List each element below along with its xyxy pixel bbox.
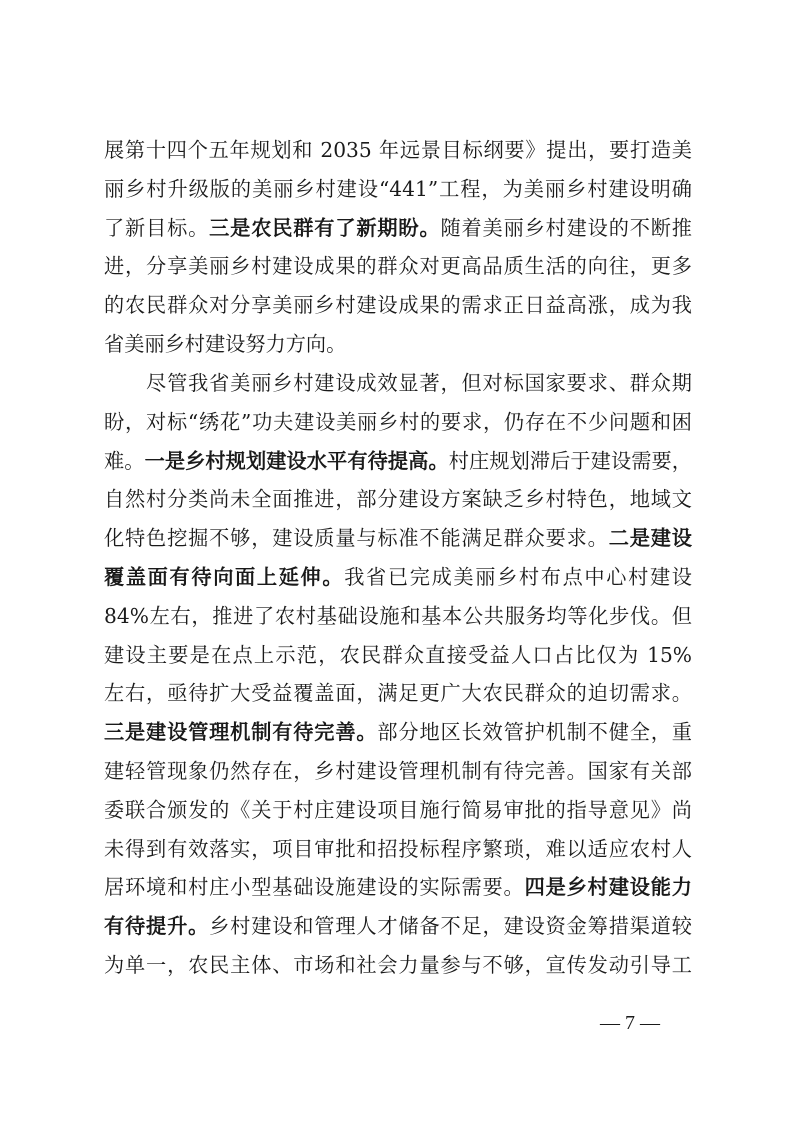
text-line: [104, 209, 692, 248]
page-number: — 7 —: [600, 1012, 660, 1034]
text-line: [104, 791, 692, 830]
text-line: [104, 558, 692, 597]
body-text: 左右，亟待扩大受益覆盖面，满足更广大农民群众的迫切需求。: [104, 681, 692, 706]
text-line: [104, 946, 692, 985]
text-line: [104, 247, 692, 286]
bold-heading-text: 三是农民群有了新期盼。: [209, 215, 441, 240]
body-text: 建轻管现象仍然存在，乡村建设管理机制有待完善。国家有关部: [104, 758, 692, 783]
body-text: 进，分享美丽乡村建设成果的群众对更高品质生活的向往，更多: [104, 254, 692, 279]
text-line: [104, 442, 692, 481]
text-line: [104, 597, 692, 636]
body-text: 了新目标。: [104, 215, 210, 240]
body-text: 委联合颁发的《关于村庄建设项目施行简易审批的指导意见》尚: [104, 797, 692, 822]
body-text: 部分地区长效管护机制不健全，重: [377, 720, 692, 745]
text-line: [104, 868, 692, 907]
text-line: [104, 286, 692, 325]
body-text: 村庄规划滞后于建设需要，: [448, 448, 692, 473]
text-line: [104, 674, 692, 713]
text-line: [104, 636, 692, 675]
text-line: [104, 713, 692, 752]
paragraph-1: [104, 131, 692, 364]
body-text: 随着美丽乡村建设的不断推: [440, 215, 692, 240]
bold-heading-text: 三是建设管理机制有待完善。: [104, 720, 378, 745]
text-line: [104, 131, 692, 170]
text-line: [104, 519, 692, 558]
body-text: 展第十四个五年规划和 2035 年远景目标纲要》提出，要打造美: [104, 138, 692, 162]
text-line: [104, 830, 692, 869]
body-text: 建设主要是在点上示范，农民群众直接受益人口占比仅为 15%: [104, 642, 692, 667]
body-text: 省美丽乡村建设努力方向。: [104, 331, 347, 356]
text-line: [104, 170, 692, 209]
text-line: [104, 752, 692, 791]
body-text: 居环境和村庄小型基础设施建设的实际需要。: [104, 875, 525, 900]
text-line: [104, 364, 692, 403]
body-text: 的农民群众对分享美丽乡村建设成果的需求正日益高涨，成为我: [104, 293, 692, 318]
body-text: 为单一，农民主体、市场和社会力量参与不够，宣传发动引导工: [104, 952, 692, 977]
body-text: 未得到有效落实，项目审批和招投标程序繁琐，难以适应农村人: [104, 836, 692, 861]
body-text: 乡村建设和管理人才储备不足，建设资金筹措渠道较: [209, 914, 692, 939]
text-line: [104, 325, 692, 364]
bold-heading-text: 覆盖面有待向面上延伸。: [104, 564, 345, 589]
bold-heading-text: 二是建设: [608, 526, 692, 551]
body-text: 自然村分类尚未全面推进，部分建设方案缺乏乡村特色，地域文: [104, 487, 692, 512]
body-text: 丽乡村升级版的美丽乡村建设“441”工程，为美丽乡村建设明确: [104, 176, 692, 201]
body-text: 化特色挖掘不够，建设质量与标准不能满足群众要求。: [104, 526, 609, 551]
body-text: 盼，对标“绣花”功夫建设美丽乡村的要求，仍存在不少问题和困: [104, 409, 692, 434]
paragraph-2: [104, 364, 692, 985]
body-text: 难。: [104, 448, 145, 473]
body-text: 尽管我省美丽乡村建设成效显著，但对标国家要求、群众期: [104, 371, 692, 395]
text-line: [104, 907, 692, 946]
body-text: 84%左右，推进了农村基础设施和基本公共服务均等化步伐。但: [104, 603, 692, 628]
bold-heading-text: 四是乡村建设能力: [524, 875, 692, 900]
bold-heading-text: 一是乡村规划建设水平有待提高。: [144, 448, 449, 473]
bold-heading-text: 有待提升。: [104, 914, 210, 939]
text-line: [104, 403, 692, 442]
body-text: 我省已完成美丽乡村布点中心村建设: [344, 564, 692, 589]
text-line: [104, 480, 692, 519]
